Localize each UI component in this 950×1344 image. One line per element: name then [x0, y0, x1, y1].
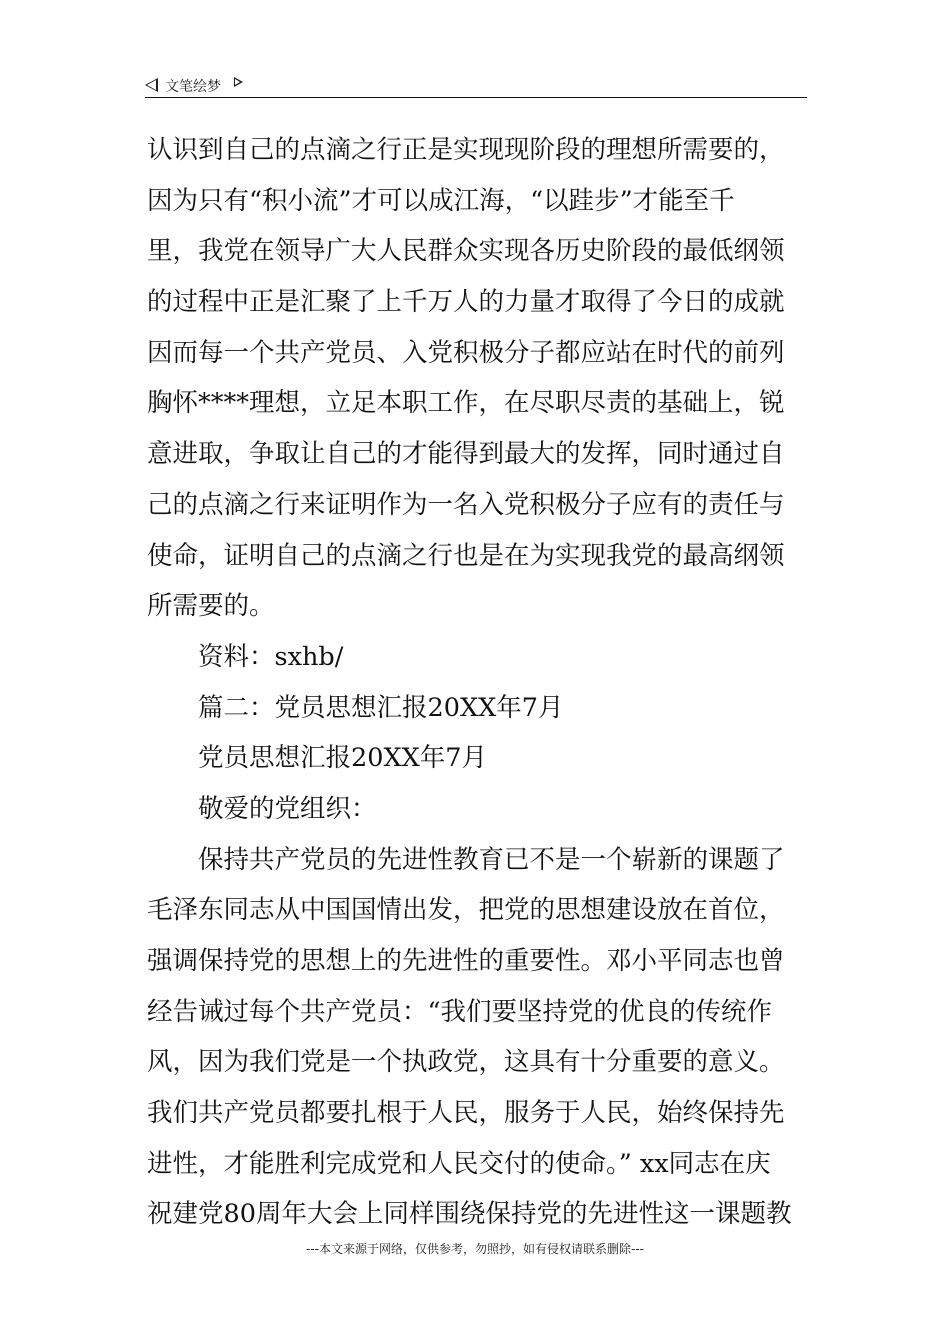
body-line: 因而每一个共产党员、入党积极分子都应站在时代的前列 — [147, 337, 785, 368]
body-line: 经告诫过每个共产党员：“我们要坚持党的优良的传统作 — [147, 996, 773, 1027]
body-line: 己的点滴之行来证明作为一名入党积极分子应有的责任与 — [147, 489, 785, 520]
body-line: 进性，才能胜利完成党和人民交付的使命。” xx同志在庆 — [147, 1148, 771, 1179]
body-line: 风，因为我们党是一个执政党，这具有十分重要的意义。 — [147, 1047, 785, 1078]
body-line: 的过程中正是汇聚了上千万人的力量才取得了今日的成就 — [147, 287, 785, 318]
body-line: 意进取，争取让自己的才能得到最大的发挥，同时通过自 — [147, 439, 785, 470]
salutation: 敬爱的党组织： — [198, 793, 377, 824]
footer-notice: ---本文来源于网络，仅供参考，勿照抄，如有侵权请联系删除--- — [306, 1242, 644, 1256]
section-title: 篇二：党员思想汇报20XX年7月 — [198, 692, 564, 723]
body-line: 使命，证明自己的点滴之行也是在为实现我党的最高纲领 — [147, 540, 785, 571]
body-line: 毛泽东同志从中国国情出发，把党的思想建设放在首位， — [147, 895, 785, 926]
document-body — [147, 125, 809, 1240]
body-line: 认识到自己的点滴之行正是实现现阶段的理想所需要的， — [147, 135, 785, 165]
body-line: 强调保持党的思想上的先进性的重要性。邓小平同志也曾 — [147, 946, 785, 976]
body-line: 我们共产党员都要扎根于人民，服务于人民，始终保持先 — [147, 1098, 785, 1129]
body-line: 所需要的。 — [147, 591, 275, 622]
report-title: 党员思想汇报20XX年7月 — [198, 743, 487, 774]
header-divider — [145, 97, 807, 98]
body-line: 因为只有“积小流”才可以成江海，“以跬步”才能至千 — [147, 185, 735, 216]
body-line: 胸怀****理想，立足本职工作，在尽职尽责的基础上，锐 — [147, 388, 785, 419]
triangle-right-icon — [234, 77, 243, 87]
source-line: 资料：sxhb/ — [198, 641, 344, 672]
page-header — [145, 74, 807, 98]
body-line: 祝建党80周年大会上同样围绕保持党的先进性这一课题教 — [147, 1199, 792, 1230]
triangle-left-icon — [145, 78, 158, 92]
header-brand: 文笔绘梦 — [165, 79, 221, 95]
body-line: 里，我党在领导广大人民群众实现各历史阶段的最低纲领 — [147, 236, 785, 267]
body-line: 保持共产党员的先进性教育已不是一个崭新的课题了 — [198, 844, 785, 875]
